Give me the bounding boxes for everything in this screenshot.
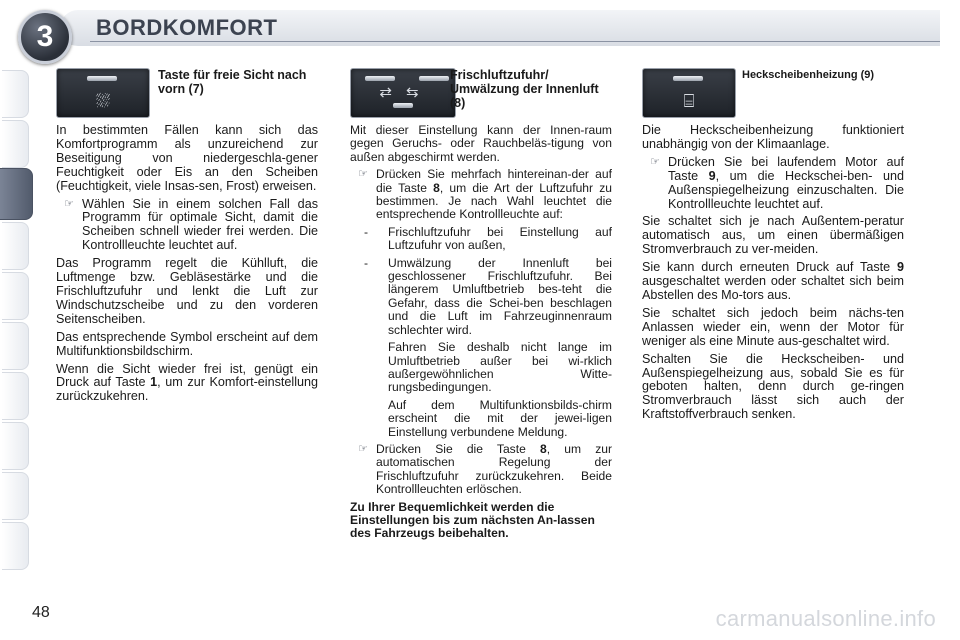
- chapter-tab-10[interactable]: [2, 522, 29, 570]
- list-item: - Umwälzung der Innenluft bei geschlossener Frischluftzufuhr. Bei längerem Umluftbetrieb bes-teht die Gefahr, dass die Schei-ben beschlagen und die Luft im Fahrzeuginnenraum schlechter wird.: [364, 255, 612, 337]
- paragraph: Sie schaltet sich je nach Außentem-peratur automatisch aus, um einen übermäßigen Stromverbrauch zu ver-meiden.: [642, 214, 904, 257]
- section-body: [642, 124, 904, 426]
- list-item: - Frischluftzufuhr bei Einstellung auf Luftzufuhr von außen,: [364, 224, 612, 253]
- chapter-tab-7[interactable]: [2, 372, 29, 420]
- paragraph: Schalten Sie die Heckscheiben- und Außenspiegelheizung aus, sobald Sie es für geboten halten, denn durch ge-ringen Stromverbrauch lässt sich auch der Kraftstoffverbrauch senken.: [642, 351, 904, 422]
- chapter-tab-1[interactable]: [2, 70, 29, 118]
- instruction-item: ☞ Drücken Sie mehrfach hintereinan-der auf die Taste 8, um die Art der Luftzufuhr zu bestimmen. Je nach Wahl leuchtet die entsprechende Kontrollleuchte auf:: [350, 168, 612, 222]
- page-header: [0, 0, 960, 62]
- section-body: [350, 124, 612, 545]
- paragraph: Das entsprechende Symbol erscheint auf dem Multifunktionsbildschirm.: [56, 329, 318, 358]
- chapter-tab-4[interactable]: [2, 222, 29, 270]
- chapter-tab-5[interactable]: [2, 272, 29, 320]
- chapter-tab-3-active[interactable]: [0, 168, 33, 220]
- note: Zu Ihrer Bequemlichkeit werden die Einstellungen bis zum nächsten An-lassen des Fahrzeugs beibehalten.: [350, 499, 595, 541]
- pointing-hand-icon: ☞: [64, 197, 74, 210]
- instruction-item: ☞ Drücken Sie bei laufendem Motor auf Taste 9, um die Heckschei-ben- und Außenspiegelheizung einzuschalten. Die Kontrollleuchte leuchtet auf.: [642, 156, 904, 212]
- section-heading: Frischluftzufuhr/ Umwälzung der Innenluft (8): [450, 68, 599, 110]
- instruction-item: ☞ Wählen Sie in einem solchen Fall das Programm für optimale Sicht, damit die Scheiben schnell wieder frei werden. Die Kontrollleuchte leuchtet auf.: [56, 198, 318, 254]
- section-heading: Heckscheibenheizung (9): [742, 69, 875, 81]
- page-number: 48: [32, 604, 50, 621]
- chapter-tabs: [0, 70, 34, 580]
- chapter-tab-9[interactable]: [2, 472, 29, 520]
- watermark: carmanualsonline.info: [715, 606, 936, 631]
- front-windscreen-defrost-icon: ⛆: [56, 68, 150, 118]
- chapter-badge: 3: [18, 10, 72, 64]
- rear-window-heating-icon: ⌸: [642, 68, 736, 118]
- chapter-tab-6[interactable]: [2, 322, 29, 370]
- section-body: [56, 124, 318, 408]
- paragraph: Sie schaltet sich jedoch beim nächs-ten Anlassen wieder ein, wenn der Motor für weniger als eine Minute aus-geschaltet wird.: [642, 305, 904, 348]
- paragraph: In bestimmten Fällen kann sich das Komfortprogramm als unzureichend zur Beseitigung von niedergeschla-gener Feuchtigkeit oder Eis an den Scheiben (Feuchtigkeit, viele Insas-sen, Frost) erweisen.: [56, 123, 318, 193]
- instruction-item: ☞ Drücken Sie die Taste 8, um zur automatischen Regelung der Frischluftzufuhr zurückzukehren. Beide Kontrollleuchten erlöschen.: [350, 443, 612, 497]
- paragraph: Die Heckscheibenheizung funktioniert unabhängig von der Klimaanlage.: [642, 123, 904, 151]
- chapter-tab-8[interactable]: [2, 422, 29, 470]
- chapter-tab-2[interactable]: [2, 120, 29, 168]
- paragraph: Das Programm regelt die Kühlluft, die Luftmenge bzw. Gebläsestärke und die Frischluftzufuhr und lenkt die Luft zur Windschutzscheibe und zu den vorderen Seitenscheiben.: [56, 256, 318, 326]
- paragraph: Mit dieser Einstellung kann der Innen-raum gegen Geruchs- oder Rauchbeläs-tigung von außen abgeschirmt werden.: [350, 123, 612, 164]
- pointing-hand-icon: ☞: [358, 168, 368, 181]
- paragraph: Sie kann durch erneuten Druck auf Taste 9 ausgeschaltet werden oder schaltet sich beim Abstellen des Mo-tors aus.: [642, 260, 904, 302]
- air-recirculation-icon: ⇄⇆: [350, 68, 456, 118]
- section-heading: Taste für freie Sicht nach vorn (7): [158, 68, 307, 96]
- pointing-hand-icon: ☞: [650, 155, 660, 168]
- paragraph: Auf dem Multifunktionsbilds-chirm erscheint die mit der jewei-ligen Einstellung verbundene Meldung.: [388, 397, 612, 439]
- paragraph: Wenn die Sicht wieder frei ist, genügt ein Druck auf Taste 1, um zur Komfort-einstellung zurückzukehren.: [56, 361, 319, 404]
- paragraph: Fahren Sie deshalb nicht lange im Umluftbetrieb außer bei wi-rklich außergewöhnlichen Witte-rungsbedingungen.: [388, 340, 612, 395]
- page-title: BORDKOMFORT: [96, 15, 278, 40]
- pointing-hand-icon: ☞: [358, 442, 368, 455]
